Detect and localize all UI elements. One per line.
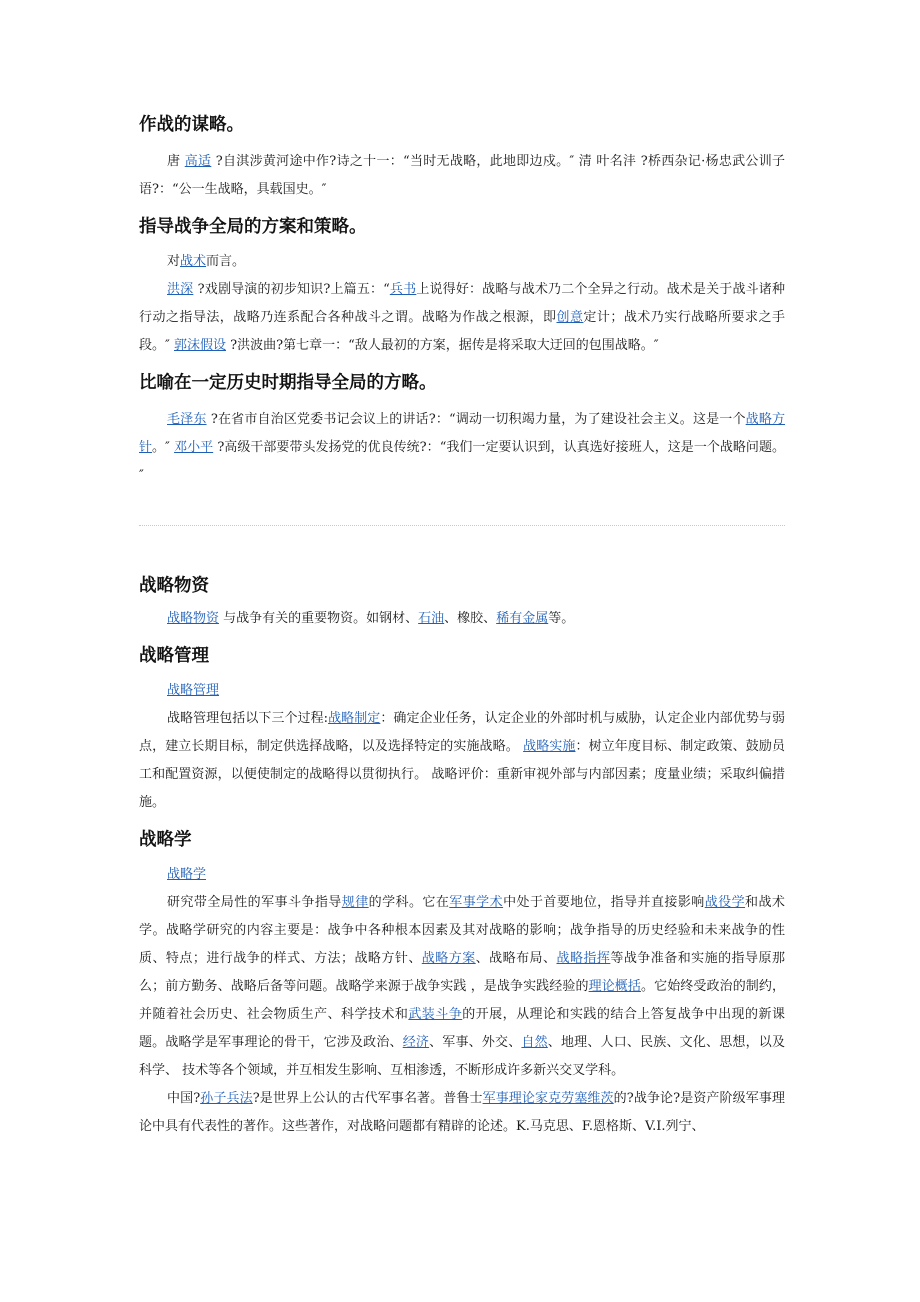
link-military-books[interactable]: 兵书 <box>389 282 417 297</box>
paragraph-maozedong: 毛泽东 ?在省市自治区党委书记会议上的讲话?：“调动一切积竭力量，为了建设社会主义。这是一个战略方针。″ 邓小平 ?高级干部要带头发扬党的优良传统?：“我们一定要认识到，认真选好接班人，这是一个战略问题。″ <box>139 412 785 483</box>
link-rare-metals[interactable]: 稀有金属 <box>496 611 549 626</box>
paragraph-strategic-management: 战略管理包括以下三个过程:战略制定：确定企业任务，认定企业的外部时机与威胁，认定企业内部优势与弱点，建立长期目标，制定供选择战略，以及选择特定的实施战略。 战略实施：树立年度目标、制定政策、鼓励员工和配置资源，以便使制定的战略得以贯彻执行。 战略评价：重新审视外部与内部因素；度量业绩；采取纠偏措施。 <box>139 711 785 810</box>
paragraph-strategic-management-link <box>139 677 785 705</box>
link-strategic-command[interactable]: 战略指挥 <box>556 951 611 966</box>
section-divider <box>139 525 785 526</box>
paragraph-sunzi: 中国?孙子兵法?是世界上公认的古代军事名著。普鲁士军事理论家克劳塞维茨的?战争论?是资产阶级军事理论中具有代表性的著作。这些著作，对战略问题都有精辟的论述。K.马克思、F.恩格斯、V.I.列宁、 <box>139 1091 785 1134</box>
heading-metaphor: 比喻在一定历史时期指导全局的方略。 <box>139 373 437 393</box>
link-strategic-policy[interactable]: 战略方针 <box>139 412 785 455</box>
link-creativity[interactable]: 创意 <box>556 310 584 325</box>
heading-strategics: 战略学 <box>139 830 192 850</box>
link-strategic-management[interactable]: 战略管理 <box>167 683 220 698</box>
paragraph-strategics: 研究带全局性的军事斗争指导规律的学科。它在军事学术中处于首要地位，指导并直接影响战役学和战术学。战略学研究的内容主要是：战争中各种根本因素及其对战略的影响；战争指导的历史经验和未来战争的性质、特点；进行战争的样式、方法；战略方针、战略方案、战略布局、战略指挥等战争准备和实施的指导原那么；前方勤务、战略后备等问题。战略学来源于战争实践 ，是战争实践经验的理论概括。它始终受政治的制约，并随着社会历史、社会物质生产、科学技术和武装斗争的开展，从理论和实践的结合上答复战争中出现的新课题。战略学是军事理论的骨干，它涉及政治、经济、军事、外交、自然、地理、人口、民族、文化、思想，以及科学、 技术等各个领域，并互相发生影响、互相渗透，不断形成许多新兴交叉学科。 <box>139 895 785 1078</box>
heading-war-plan: 指导战争全局的方案和策略。 <box>139 217 367 237</box>
link-campaign-studies[interactable]: 战役学 <box>704 895 746 910</box>
link-petroleum[interactable]: 石油 <box>418 611 445 626</box>
link-guomoruo[interactable]: 郭沫假设 <box>174 338 227 353</box>
link-strategic-materials[interactable]: 战略物资 <box>167 611 220 626</box>
paragraph-gaoshi: 唐 高适 ?自淇涉黄河途中作?诗之十一：“当时无战略，此地即边戍。″ 清 叶名沣 ?桥西杂记·杨忠武公训子语?：“公一生战略，具载国史。″ <box>139 154 785 197</box>
heading-strategic-management: 战略管理 <box>139 646 209 666</box>
link-art-of-war[interactable]: 孙子兵法 <box>200 1091 253 1106</box>
heading-combat-strategy: 作战的谋略。 <box>139 115 244 135</box>
paragraph-hongshen: 洪深 ?戏剧导演的初步知识?上篇五：“兵书上说得好：战略与战术乃二个全异之行动。战术是关于战斗诸种行动之指导法，战略乃连系配合各种战斗之谓。战略为作战之根源，即创意定计；战术乃实行战略所要求之手段。″ 郭沫假设 ?洪波曲?第七章一：“敌人最初的方案，据传是将采取大迂回的包围战略。″ <box>139 282 785 353</box>
link-armed-struggle[interactable]: 武装斗争 <box>408 1007 463 1022</box>
section-related-terms <box>139 573 785 1141</box>
paragraph-strategics-link <box>139 861 785 889</box>
link-military-science[interactable]: 军事学术 <box>449 895 504 910</box>
paragraph-tactics: 对战术而言。 <box>167 254 246 269</box>
section-definitions <box>139 112 785 490</box>
link-strategic-plan[interactable]: 战略方案 <box>421 951 476 966</box>
link-nature[interactable]: 自然 <box>521 1035 548 1050</box>
link-clausewitz[interactable]: 军事理论家克劳塞维茨 <box>482 1091 614 1106</box>
link-strategy-formulation[interactable]: 战略制定 <box>328 711 381 726</box>
heading-strategic-materials: 战略物资 <box>139 576 209 596</box>
link-laws[interactable]: 规律 <box>341 895 369 910</box>
link-theory-summary[interactable]: 理论概括 <box>588 979 641 994</box>
link-maozedong[interactable]: 毛泽东 <box>167 412 207 427</box>
link-economy[interactable]: 经济 <box>402 1035 430 1050</box>
link-dengxiaoping[interactable]: 邓小平 <box>174 440 214 455</box>
link-hongshen[interactable]: 洪深 <box>167 282 194 297</box>
link-strategy-implementation[interactable]: 战略实施 <box>523 739 576 754</box>
paragraph-strategic-materials: 战略物资 与战争有关的重要物资。如钢材、石油、橡胶、稀有金属等。 <box>167 611 575 626</box>
link-strategics[interactable]: 战略学 <box>167 867 207 882</box>
link-tactics[interactable]: 战术 <box>180 254 207 269</box>
link-gaoshi[interactable]: 高适 <box>184 154 212 169</box>
